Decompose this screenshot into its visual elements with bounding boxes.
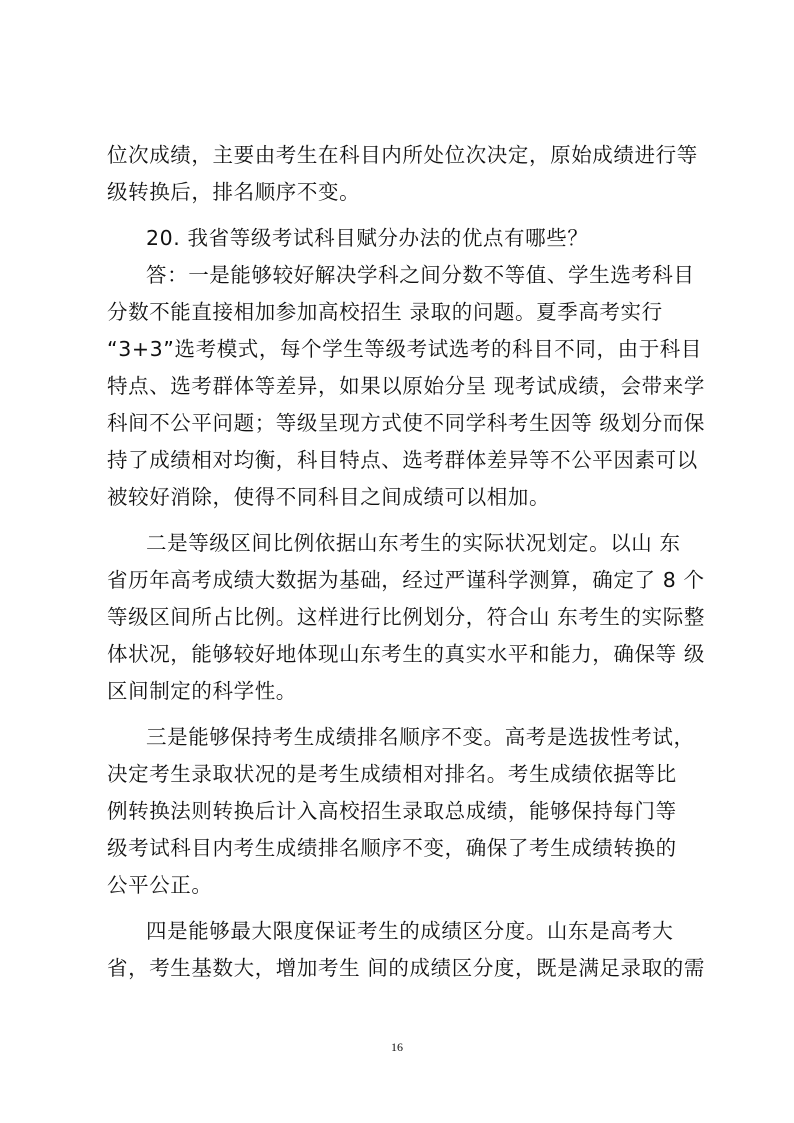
paragraph-line: 省，考生基数大，增加考生 间的成绩区分度，既是满足录取的需 (107, 956, 705, 980)
paragraph-line: 分数不能直接相加参加高校招生 录取的问题。夏季高考实行 (107, 300, 663, 324)
paragraph-line: 科间不公平问题；等级呈现方式使不同学科考生因等 级划分而保 (107, 411, 705, 435)
page-number: 16 (391, 1040, 403, 1054)
paragraph-line: 位次成绩，主要由考生在科目内所处位次决定，原始成绩进行等 (107, 143, 698, 167)
paragraph-line: 答：一是能够较好解决学科之间分数不等值、学生选考科目 (146, 263, 695, 287)
paragraph-line: 被较好消除，使得不同科目之间成绩可以相加。 (107, 485, 551, 509)
paragraph-line: 体状况，能够较好地体现山东考生的真实水平和能力，确保等 级 (107, 642, 705, 666)
paragraph-line: 级考试科目内考生成绩排名顺序不变，确保了考生成绩转换的 (107, 836, 677, 860)
paragraph-line: “3+3”选考模式，每个学生等级考试选考的科目不同，由于科目 (107, 337, 703, 361)
paragraph-line: 公平公正。 (107, 873, 213, 897)
paragraph-line: 特点、选考群体等差异，如果以原始分呈 现考试成绩，会带来学 (107, 374, 705, 398)
paragraph-line: 决定考生录取状况的是考生成绩相对排名。考生成绩依据等比 (107, 762, 677, 786)
paragraph-line: 区间制定的科学性。 (107, 679, 297, 703)
paragraph-line: 省历年高考成绩大数据为基础，经过严谨科学测算，确定了 8 个 (107, 568, 705, 592)
paragraph-line: 例转换法则转换后计入高校招生录取总成绩，能够保持每门等 (107, 799, 677, 823)
paragraph-line: 等级区间所占比例。这样进行比例划分，符合山 东考生的实际整 (107, 605, 705, 629)
paragraph-line: 四是能够最大限度保证考生的成绩区分度。山东是高考大 (146, 919, 674, 943)
paragraph-line: 三是能够保持考生成绩排名顺序不变。高考是选拔性考试， (146, 725, 695, 749)
paragraph-line: 二是等级区间比例依据山东考生的实际状况划定。以山 东 (146, 531, 681, 555)
question-heading: 20. 我省等级考试科目赋分办法的优点有哪些？ (146, 226, 589, 250)
paragraph-line: 级转换后，排名顺序不变。 (107, 180, 361, 204)
paragraph-line: 持了成绩相对均衡，科目特点、选考群体差异等不公平因素可以 (107, 448, 698, 472)
